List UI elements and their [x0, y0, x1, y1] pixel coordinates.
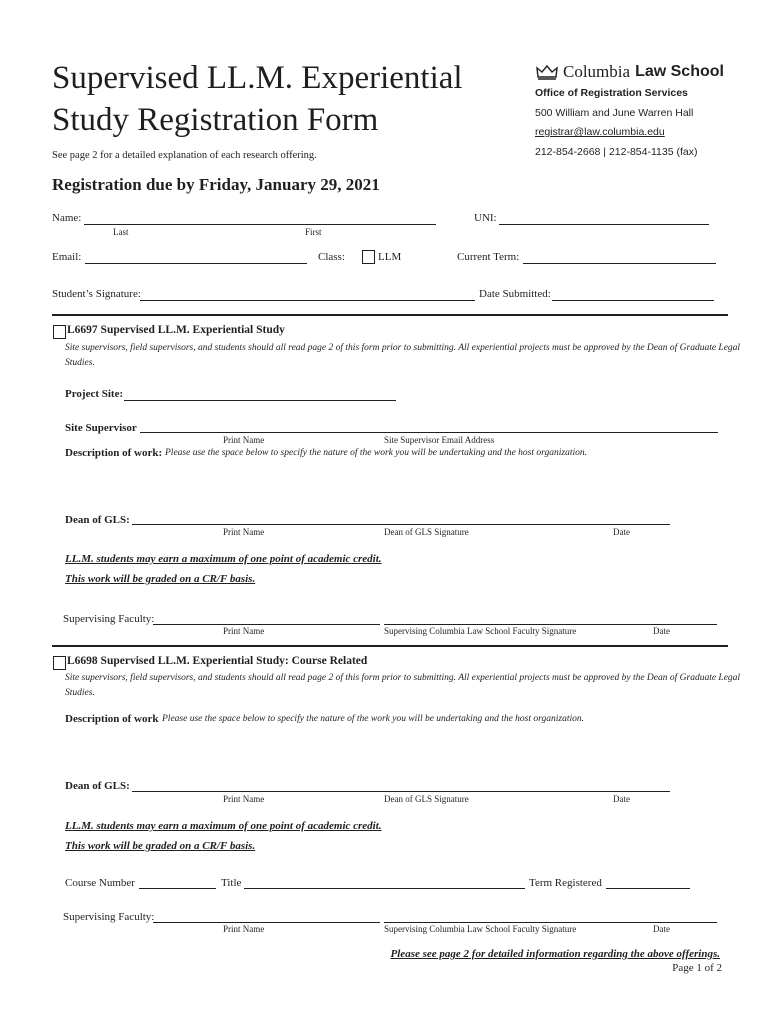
course-title-label: Title — [221, 877, 242, 889]
l6698-dean-field[interactable] — [132, 791, 670, 792]
uni-field[interactable] — [499, 224, 709, 225]
class-label: Class: — [318, 251, 345, 263]
site-supervisor-label: Site Supervisor — [65, 422, 137, 434]
site-supervisor-email-caption: Site Supervisor Email Address — [384, 435, 495, 445]
l6697-faculty-print-caption: Print Name — [223, 626, 265, 636]
l6698-faculty-signature-caption: Supervising Columbia Law School Faculty Signature — [384, 924, 577, 934]
logo-text: Columbia — [563, 62, 631, 81]
l6697-note-line2: Studies. — [65, 358, 95, 368]
l6698-faculty-print-caption: Print Name — [223, 924, 265, 934]
project-site-field[interactable] — [124, 400, 396, 401]
l6698-credit-note: LL.M. students may earn a maximum of one point of academic credit. — [65, 820, 382, 832]
l6698-graded-note: This work will be graded on a CR/F basis. — [65, 840, 256, 852]
l6697-dean-signature-caption: Dean of GLS Signature — [384, 527, 469, 537]
l6698-description-label: Description of work — [65, 713, 159, 725]
l6698-dean-signature-caption: Dean of GLS Signature — [384, 794, 469, 804]
email-label: Email: — [52, 251, 82, 263]
logo-bold-text: Law School — [635, 63, 724, 80]
current-term-label: Current Term: — [457, 251, 520, 263]
llm-label: LLM — [378, 251, 402, 263]
course-title-field[interactable] — [244, 888, 525, 889]
site-supervisor-print-caption: Print Name — [223, 435, 265, 445]
email-field[interactable] — [85, 263, 307, 264]
l6698-dean-print-caption: Print Name — [223, 794, 265, 804]
l6697-faculty-signature-field[interactable] — [384, 624, 717, 625]
office-phone: 212-854-2668 | 212-854-1135 (fax) — [535, 146, 698, 158]
page-number: Page 1 of 2 — [672, 962, 722, 974]
l6697-description-area[interactable] — [65, 466, 715, 510]
l6698-faculty-signature-field[interactable] — [384, 922, 717, 923]
form-title-line1: Supervised LL.M. Experiential — [52, 60, 463, 96]
term-registered-field[interactable] — [606, 888, 690, 889]
l6697-dean-label: Dean of GLS: — [65, 514, 130, 526]
l6698-title: L6698 Supervised LL.M. Experiential Study: Course Related — [67, 655, 368, 667]
l6697-graded-note: This work will be graded on a CR/F basis. — [65, 573, 256, 585]
columbia-law-logo — [536, 62, 724, 82]
l6698-faculty-name-field[interactable] — [153, 922, 380, 923]
office-name: Office of Registration Services — [535, 87, 688, 99]
l6697-faculty-signature-caption: Supervising Columbia Law School Faculty Signature — [384, 626, 577, 636]
student-signature-field[interactable] — [140, 300, 475, 301]
l6698-note-line2: Studies. — [65, 688, 95, 698]
l6697-dean-field[interactable] — [132, 524, 670, 525]
l6697-description-label: Description of work: — [65, 447, 163, 459]
section-divider — [52, 645, 728, 647]
current-term-field[interactable] — [523, 263, 716, 264]
l6698-checkbox[interactable] — [53, 656, 66, 670]
l6698-note-line1: Site supervisors, field supervisors, and students should all read page 2 of this form prior to submitting. All experiential projects must be approved by the Dean of Graduate Legal — [65, 673, 741, 683]
last-name-caption: Last — [113, 227, 129, 237]
l6697-faculty-label: Supervising Faculty: — [63, 613, 155, 625]
office-address: 500 William and June Warren Hall — [535, 107, 694, 119]
llm-checkbox[interactable] — [362, 250, 375, 264]
l6697-note-line1: Site supervisors, field supervisors, and students should all read page 2 of this form prior to submitting. All experiential projects must be approved by the Dean of Graduate Legal — [65, 343, 741, 353]
date-submitted-field[interactable] — [552, 300, 714, 301]
subnote: See page 2 for a detailed explanation of each research offering. — [52, 150, 317, 161]
crown-icon — [536, 64, 558, 80]
project-site-label: Project Site: — [65, 388, 124, 400]
l6697-faculty-date-caption: Date — [653, 626, 670, 636]
course-number-label: Course Number — [65, 877, 135, 889]
section-divider — [52, 314, 728, 316]
l6697-checkbox[interactable] — [53, 325, 66, 339]
footer-note: Please see page 2 for detailed information regarding the above offerings. — [390, 948, 720, 960]
l6697-credit-note: LL.M. students may earn a maximum of one point of academic credit. — [65, 553, 382, 565]
l6697-title: L6697 Supervised LL.M. Experiential Study — [67, 324, 285, 336]
course-number-field[interactable] — [139, 888, 216, 889]
form-title-line2: Study Registration Form — [52, 102, 379, 138]
l6698-description-area[interactable] — [65, 732, 715, 776]
name-label: Name: — [52, 212, 82, 224]
name-field[interactable] — [84, 224, 436, 225]
l6698-dean-date-caption: Date — [613, 794, 630, 804]
l6697-dean-print-caption: Print Name — [223, 527, 265, 537]
l6698-faculty-date-caption: Date — [653, 924, 670, 934]
l6697-dean-date-caption: Date — [613, 527, 630, 537]
student-signature-label: Student’s Signature: — [52, 288, 141, 300]
first-name-caption: First — [305, 227, 322, 237]
term-registered-label: Term Registered — [529, 877, 602, 889]
l6698-dean-label: Dean of GLS: — [65, 780, 130, 792]
registration-due: Registration due by Friday, January 29, 2021 — [52, 175, 380, 194]
l6698-faculty-label: Supervising Faculty: — [63, 911, 155, 923]
site-supervisor-field[interactable] — [140, 432, 718, 433]
l6697-description-note: Please use the space below to specify the nature of the work you will be undertaking and the host organization. — [165, 448, 587, 458]
date-submitted-label: Date Submitted: — [479, 288, 551, 300]
uni-label: UNI: — [474, 212, 497, 224]
office-email-link[interactable]: registrar@law.columbia.edu — [535, 126, 665, 138]
l6697-faculty-name-field[interactable] — [153, 624, 380, 625]
l6698-description-note: Please use the space below to specify the nature of the work you will be undertaking and the host organization. — [162, 714, 584, 724]
